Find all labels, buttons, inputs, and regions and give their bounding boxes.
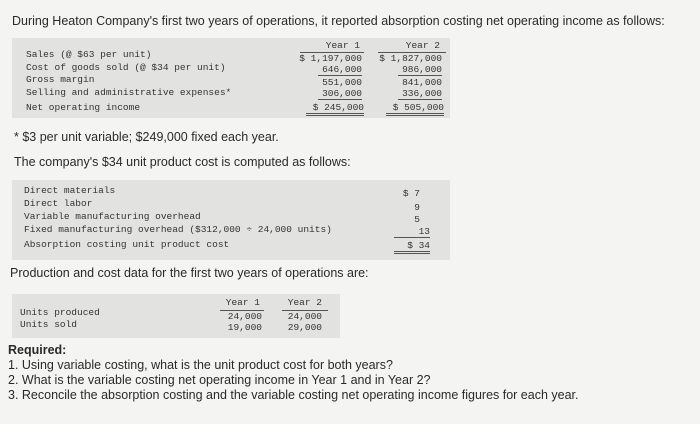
income-row-sales-label: Sales (@ $63 per unit): [26, 49, 152, 60]
unit-cost-intro-text: The company's $34 unit product cost is computed as follows:: [14, 155, 351, 169]
production-col-header-year1: Year 1: [225, 297, 260, 308]
unit-cost-row-dl-value: 9: [414, 202, 420, 213]
income-row-gross-margin-label: Gross margin: [26, 74, 95, 85]
income-row-sga-label: Selling and administrative expenses*: [26, 87, 232, 98]
unit-cost-row-total-label: Absorption costing unit product cost: [24, 239, 230, 250]
unit-cost-row-dm-label: Direct materials: [24, 185, 116, 196]
production-intro-text: Production and cost data for the first two years of operations are:: [10, 266, 369, 280]
unit-cost-row-dl-label: Direct labor: [24, 198, 93, 209]
footnote-text: * $3 per unit variable; $249,000 fixed each year.: [14, 130, 279, 144]
required-heading: Required:: [8, 343, 67, 357]
unit-cost-row-dm-value: $ 7: [402, 188, 420, 199]
required-item-1: 1. Using variable costing, what is the unit product cost for both years?: [8, 358, 393, 372]
required-item-3: 3. Reconcile the absorption costing and the variable costing net operating income figures for each year.: [8, 388, 579, 402]
production-row-produced-label: Units produced: [20, 307, 100, 318]
income-col-header-year2: Year 2: [405, 40, 440, 51]
unit-cost-row-vmoh-value: 5: [414, 214, 420, 225]
income-row-cogs-label: Cost of goods sold (@ $34 per unit): [26, 62, 226, 73]
production-row-sold-y2: 29,000: [287, 322, 322, 333]
production-row-produced-y2: 24,000: [287, 311, 322, 322]
unit-cost-row-fmoh-value: 13: [394, 226, 430, 238]
required-item-2: 2. What is the variable costing net operating income in Year 1 and in Year 2?: [8, 373, 431, 387]
income-col-header-year1: Year 1: [325, 40, 360, 51]
unit-cost-row-fmoh-label: Fixed manufacturing overhead ($312,000 ÷ 24,000 units): [24, 224, 332, 235]
income-row-sales-y1: $ 1,197,000: [299, 53, 362, 64]
production-row-sold-label: Units sold: [20, 319, 78, 330]
income-row-noi-y1: $ 245,000: [306, 102, 364, 116]
income-row-sga-y2: 336,000: [398, 88, 442, 100]
production-row-sold-y1: 19,000: [227, 322, 262, 333]
income-row-cogs-y2: 986,000: [398, 64, 442, 76]
income-row-noi-label: Net operating income: [26, 102, 141, 113]
production-col-header-year2: Year 2: [287, 297, 322, 308]
income-row-noi-y2: $ 505,000: [386, 102, 444, 116]
income-row-sales-y2: $ 1,827,000: [379, 53, 442, 64]
income-row-gross-margin-y2: 841,000: [402, 77, 442, 88]
production-row-produced-y1: 24,000: [227, 311, 262, 322]
unit-cost-row-vmoh-label: Variable manufacturing overhead: [24, 211, 201, 222]
income-row-cogs-y1: 646,000: [318, 64, 362, 76]
intro-text: During Heaton Company's first two years of operations, it reported absorption costing net operating income as follows:: [12, 14, 665, 28]
unit-cost-row-total-value: $ 34: [394, 240, 430, 254]
income-row-gross-margin-y1: 551,000: [322, 77, 362, 88]
income-row-sga-y1: 306,000: [318, 88, 362, 100]
